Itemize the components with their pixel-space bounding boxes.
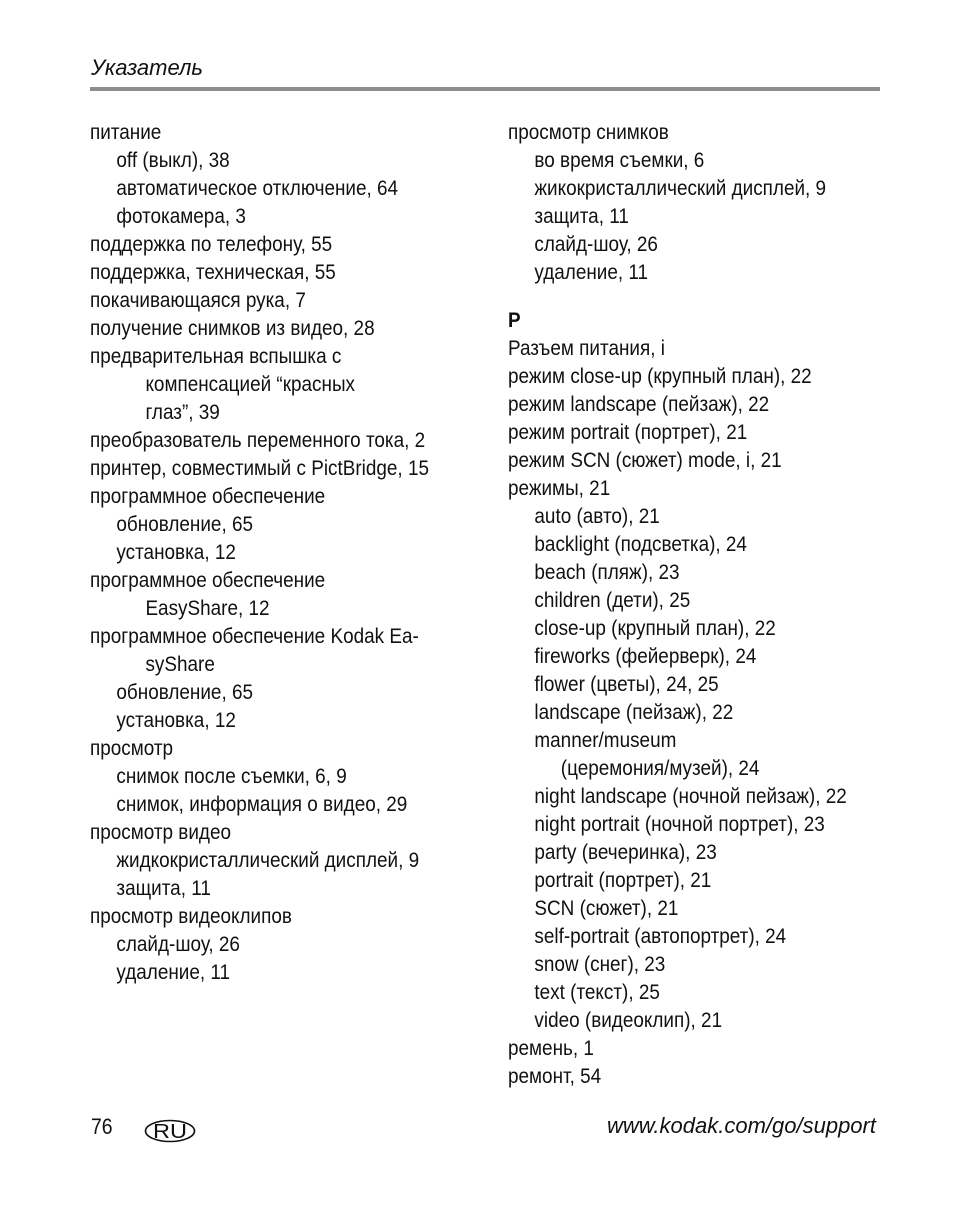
index-entry: программное обеспечение Kodak Ea-: [90, 624, 419, 648]
index-entry: просмотр видеоклипов: [90, 904, 292, 928]
index-subentry: night landscape (ночной пейзаж), 22: [534, 784, 847, 808]
index-subentry: удаление, 11: [116, 960, 231, 984]
index-subentry: удаление, 11: [534, 260, 649, 284]
index-subentry: snow (снег), 23: [534, 952, 666, 976]
index-entry: поддержка по телефону, 55: [90, 232, 333, 256]
index-entry: поддержка, техническая, 55: [90, 260, 336, 284]
index-subentry-continuation: (церемония/музей), 24: [560, 756, 760, 780]
language-badge-label: RU: [153, 1121, 187, 1143]
index-entry: режим portrait (портрет), 21: [508, 420, 748, 444]
page-number: 76: [91, 1114, 113, 1139]
index-subentry: text (текст), 25: [534, 980, 660, 1004]
index-entry: ремонт, 54: [508, 1064, 602, 1088]
index-entry: программное обеспечение: [90, 484, 326, 508]
index-subentry: manner/museum: [534, 728, 677, 752]
index-subentry: слайд-шоу, 26: [534, 232, 658, 256]
index-column-left: [90, 118, 490, 986]
index-entry: ремень, 1: [508, 1036, 594, 1060]
language-badge: [144, 1119, 196, 1143]
index-subentry: жидкокристаллический дисплей, 9: [116, 848, 420, 872]
index-entry: программное обеспечение: [90, 568, 326, 592]
support-url: www.kodak.com/go/support: [606, 1113, 876, 1138]
index-entry: Разъем питания, i: [508, 336, 665, 360]
index-subentry: автоматическое отключение, 64: [116, 176, 399, 200]
index-column-right: [508, 118, 880, 1090]
index-subentry: flower (цветы), 24, 25: [534, 672, 719, 696]
index-subentry: backlight (подсветка), 24: [534, 532, 747, 556]
index-subentry: off (выкл), 38: [116, 148, 230, 172]
index-subentry: self-portrait (автопортрет), 24: [534, 924, 787, 948]
index-subentry: фотокамера, 3: [116, 204, 246, 228]
index-entry: питание: [90, 120, 162, 144]
index-entry: режим close-up (крупный план), 22: [508, 364, 812, 388]
header-divider: [90, 87, 880, 91]
index-entry: покачивающаяся рука, 7: [90, 288, 306, 312]
index-subentry: night portrait (ночной портрет), 23: [534, 812, 825, 836]
index-entry-continuation: компенсацией “красных: [145, 372, 356, 396]
index-subentry: portrait (портрет), 21: [534, 868, 712, 892]
index-subentry: установка, 12: [116, 708, 236, 732]
index-subentry: landscape (пейзаж), 22: [534, 700, 734, 724]
index-subentry: children (дети), 25: [534, 588, 691, 612]
index-entry: режимы, 21: [508, 476, 611, 500]
index-subentry: auto (авто), 21: [534, 504, 660, 528]
index-entry-continuation: глаз”, 39: [145, 400, 220, 424]
index-subentry: обновление, 65: [116, 680, 254, 704]
index-subentry: снимок после съемки, 6, 9: [116, 764, 347, 788]
index-entry: принтер, совместимый с PictBridge, 15: [90, 456, 429, 480]
index-entry: просмотр: [90, 736, 174, 760]
index-section-letter: Р: [508, 308, 521, 332]
page-title: Указатель: [91, 55, 203, 80]
index-entry: режим landscape (пейзаж), 22: [508, 392, 770, 416]
index-subentry: обновление, 65: [116, 512, 254, 536]
index-subentry: жикокристаллический дисплей, 9: [534, 176, 827, 200]
index-subentry: установка, 12: [116, 540, 236, 564]
index-subentry: защита, 11: [116, 876, 211, 900]
index-subentry: fireworks (фейерверк), 24: [534, 644, 757, 668]
index-entry: режим SCN (сюжет) mode, i, 21: [508, 448, 782, 472]
index-subentry: во время съемки, 6: [534, 148, 705, 172]
index-entry: предварительная вспышка с: [90, 344, 342, 368]
index-entry-continuation: syShare: [145, 652, 215, 676]
index-entry: получение снимков из видео, 28: [90, 316, 375, 340]
index-subentry: защита, 11: [534, 204, 629, 228]
index-subentry: party (вечеринка), 23: [534, 840, 717, 864]
index-subentry: слайд-шоу, 26: [116, 932, 240, 956]
index-entry: просмотр видео: [90, 820, 232, 844]
index-entry: просмотр снимков: [508, 120, 669, 144]
index-subentry: close-up (крупный план), 22: [534, 616, 776, 640]
index-subentry: beach (пляж), 23: [534, 560, 680, 584]
index-subentry: SCN (сюжет), 21: [534, 896, 679, 920]
index-subentry: снимок, информация о видео, 29: [116, 792, 408, 816]
index-entry-continuation: EasyShare, 12: [145, 596, 270, 620]
index-subentry: video (видеоклип), 21: [534, 1008, 723, 1032]
index-entry: преобразователь переменного тока, 2: [90, 428, 426, 452]
